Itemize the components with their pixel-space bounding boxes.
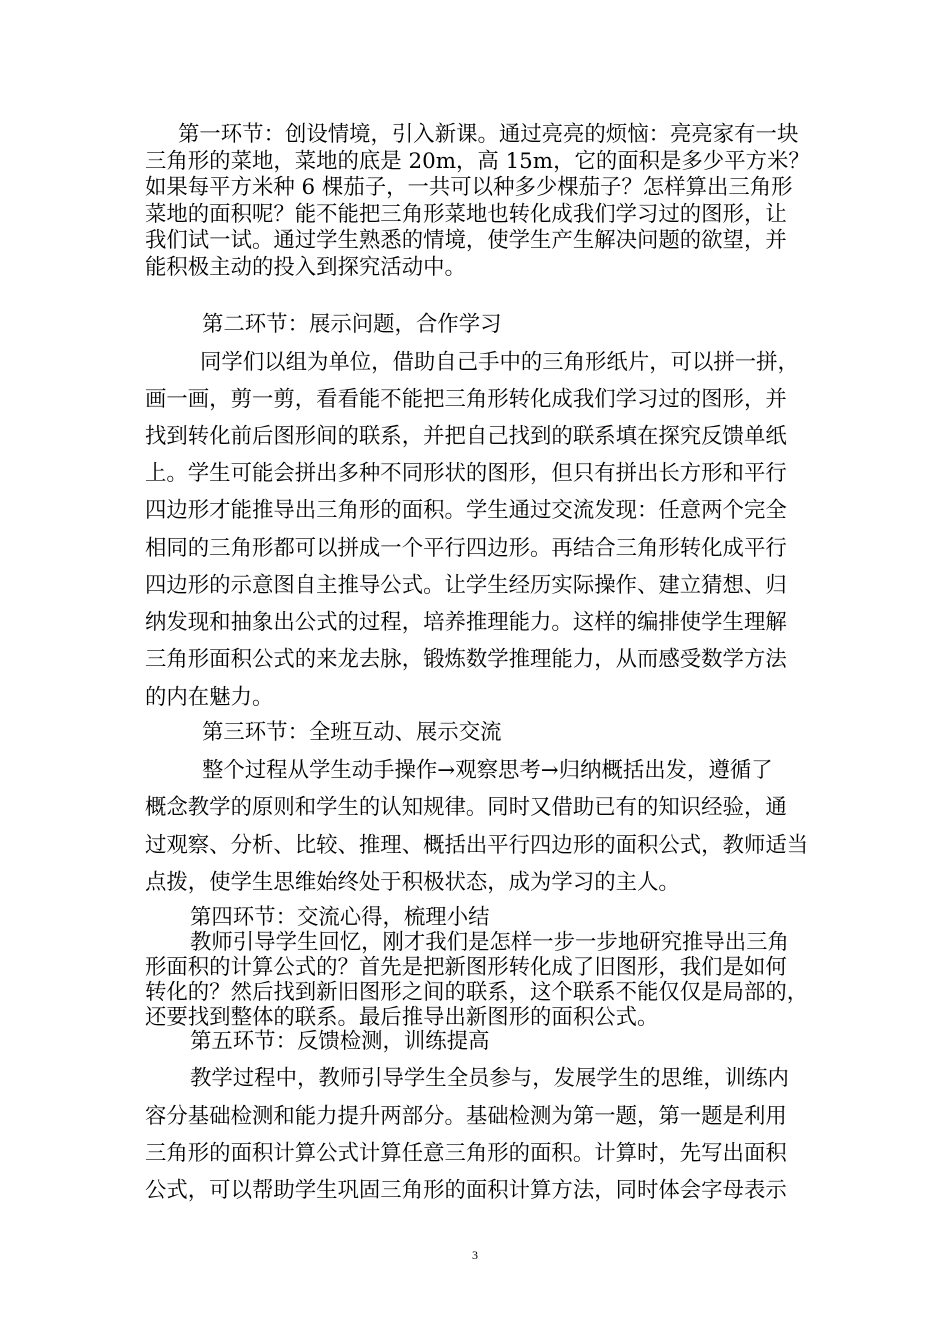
text-line: 相同的三角形都可以拼成一个平行四边形。再结合三角形转化成平行 bbox=[145, 536, 787, 561]
text-line: 三角形的菜地，菜地的底是 20m，高 15m，它的面积是多少平方米？ bbox=[145, 149, 810, 174]
text-line: 概念教学的原则和学生的认知规律。同时又借助已有的知识经验，通 bbox=[145, 795, 787, 820]
text-line: 四边形才能推导出三角形的面积。学生通过交流发现：任意两个完全 bbox=[145, 498, 787, 523]
text-line: 整个过程从学生动手操作→观察思考→归纳概括出发，遵循了 bbox=[202, 758, 773, 783]
text-line: 公式，可以帮助学生巩固三角形的面积计算方法，同时体会字母表示 bbox=[145, 1178, 787, 1203]
page-number: 3 bbox=[472, 1248, 478, 1262]
text-line: 形面积的计算公式的？首先是把新图形转化成了旧图形，我们是如何 bbox=[145, 955, 787, 980]
section-heading: 第四环节：交流心得，梳理小结 bbox=[190, 905, 490, 930]
text-line: 找到转化前后图形间的联系，并把自己找到的联系填在探究反馈单纸 bbox=[145, 424, 787, 449]
section-heading: 第五环节：反馈检测，训练提高 bbox=[190, 1029, 490, 1054]
text-line: 四边形的示意图自主推导公式。让学生经历实际操作、建立猜想、归 bbox=[145, 573, 787, 598]
text-line: 同学们以组为单位，借助自己手中的三角形纸片，可以拼一拼， bbox=[200, 350, 799, 375]
text-line: 教学过程中，教师引导学生全员参与，发展学生的思维，训练内 bbox=[190, 1066, 789, 1091]
text-line: 上。学生可能会拼出多种不同形状的图形，但只有拼出长方形和平行 bbox=[145, 461, 787, 486]
text-line: 能积极主动的投入到探究活动中。 bbox=[145, 255, 466, 280]
text-line: 教师引导学生回忆，刚才我们是怎样一步一步地研究推导出三角 bbox=[190, 930, 789, 955]
text-line: 点拨，使学生思维始终处于积极状态，成为学习的主人。 bbox=[145, 870, 680, 895]
text-line: 画一画，剪一剪，看看能不能把三角形转化成我们学习过的图形，并 bbox=[145, 387, 787, 412]
text-line: 三角形面积公式的来龙去脉，锻炼数学推理能力，从而感受数学方法 bbox=[145, 647, 787, 672]
text-line: 还要找到整体的联系。最后推导出新图形的面积公式。 bbox=[145, 1005, 659, 1030]
text-line: 第一环节：创设情境，引入新课。通过亮亮的烦恼：亮亮家有一块 bbox=[178, 122, 799, 147]
section-heading: 第三环节：全班互动、展示交流 bbox=[202, 720, 502, 745]
text-line: 转化的？然后找到新旧图形之间的联系，这个联系不能仅仅是局部的， bbox=[145, 980, 809, 1005]
section-heading: 第二环节：展示问题，合作学习 bbox=[202, 312, 502, 337]
text-line: 纳发现和抽象出公式的过程，培养推理能力。这样的编排使学生理解 bbox=[145, 610, 787, 635]
text-line: 过观察、分析、比较、推理、概括出平行四边形的面积公式，教师适当 bbox=[145, 833, 809, 858]
text-line: 菜地的面积呢？能不能把三角形菜地也转化成我们学习过的图形，让 bbox=[145, 202, 787, 227]
text-line: 我们试一试。通过学生熟悉的情境，使学生产生解决问题的欲望，并 bbox=[145, 228, 787, 253]
text-line: 如果每平方米种 6 棵茄子，一共可以种多少棵茄子？怎样算出三角形 bbox=[145, 175, 793, 200]
text-line: 三角形的面积计算公式计算任意三角形的面积。计算时，先写出面积 bbox=[145, 1141, 787, 1166]
text-line: 容分基础检测和能力提升两部分。基础检测为第一题，第一题是利用 bbox=[145, 1104, 787, 1129]
text-line: 的内在魅力。 bbox=[145, 685, 274, 710]
